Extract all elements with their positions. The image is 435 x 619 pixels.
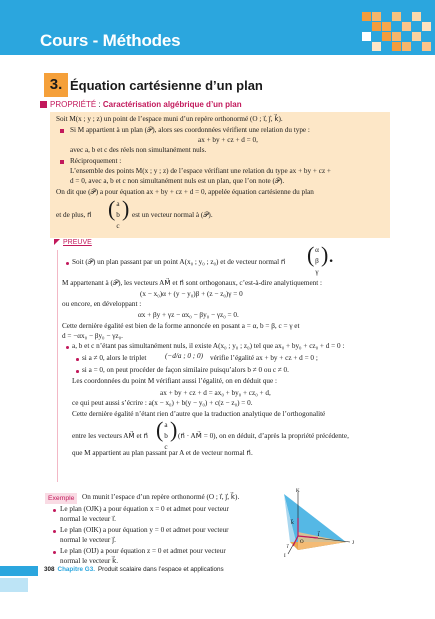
vec-alpha: α: [315, 246, 319, 254]
page-number: 308: [44, 566, 55, 573]
example-item-2b: normal le vecteur j⃗.: [60, 536, 116, 544]
bullet-dot-icon: [66, 262, 69, 265]
page-header-title: Cours - Méthodes: [40, 31, 181, 50]
proof-p7: d = −αx₀ − βy₀ − γz₀.: [62, 332, 123, 340]
footer-bar: [0, 566, 38, 576]
proof-vec2-paren-right: ): [170, 417, 178, 442]
property-square-icon: [40, 101, 47, 108]
vec-b: b: [164, 432, 168, 440]
bullet-dot-icon: [53, 530, 56, 533]
chapter-title: Produit scalaire dans l’espace et applications: [97, 566, 224, 573]
property-b1-line3: avec a, b et c des réels non simultanément nuls.: [70, 146, 207, 154]
label-O: O: [300, 540, 304, 545]
example-item-3b: normal le vecteur k⃗.: [60, 557, 119, 565]
proof-p9-frac: (−d/a ; 0 ; 0): [165, 352, 203, 360]
footer-tab: [0, 578, 28, 592]
proof-vec-paren-left: (: [307, 242, 315, 267]
property-b2-line2: L’ensemble des points M(x ; y ; z) de l’espace vérifiant une relation du type ax + by + cz +: [70, 167, 331, 175]
proof-p2: M appartenant à (𝒫), les vecteurs AM⃗ et n⃗ sont orthogonaux, c’est-à-dire analytiquement :: [62, 279, 323, 287]
bullet-dot-icon: [53, 509, 56, 512]
proof-p14: Cette dernière égalité n’étant rien d’autre que la traduction analytique de l’orthogonalité: [72, 410, 326, 418]
proof-label-text: PREUVE: [63, 239, 92, 246]
proof-p15-pre: entre les vecteurs AM⃗ et n⃗: [72, 432, 149, 440]
bullet-dot-icon: [76, 358, 79, 361]
footer: [44, 566, 224, 575]
label-j: j⃗: [318, 532, 320, 537]
property-line-vec-pre: et de plus, n⃗: [56, 211, 92, 219]
proof-p3: (x − x₀)α + (y − y₀)β + (z − z₀)γ = 0: [140, 290, 243, 298]
property-heading: [40, 100, 242, 111]
example-item-3a: Le plan (OIJ) a pour équation z = 0 et admet pour vecteur: [60, 547, 226, 555]
property-line-vec-post: est un vecteur normal à (𝒫).: [132, 211, 213, 219]
proof-p11: Les coordonnées du point M vérifiant aussi l’égalité, on en déduit que :: [72, 377, 277, 385]
property-box: [50, 112, 390, 238]
property-line-1: Soit M(x ; y ; z) un point de l’espace muni d’un repère orthonormé (O ; i⃗, j⃗, k⃗).: [56, 115, 283, 123]
proof-p10: si a = 0, on peut procéder de façon similaire puisqu’alors b ≠ 0 ou c ≠ 0.: [82, 366, 289, 374]
property-b2-line1: Réciproquement :: [70, 157, 122, 165]
proof-p1: Soit (𝒫) un plan passant par un point A(x₀ ; y₀ ; z₀) et de vecteur normal n⃗: [72, 258, 286, 266]
proof-p12: ax + by + cz + d = ax₀ + by₀ + cz₀ + d,: [160, 389, 271, 397]
proof-p9-pre: si a ≠ 0, alors le triplet: [82, 354, 147, 362]
label-I: I: [284, 554, 286, 558]
proof-p9-post: vérifie l’égalité ax + by + cz + d = 0 ;: [210, 354, 318, 362]
proof-triangle-icon: [54, 239, 60, 245]
example-item-1b: normal le vecteur i⃗.: [60, 515, 116, 523]
property-subtitle: Caractérisation algébrique d’un plan: [102, 100, 242, 109]
property-line-dit: On dit que (𝒫) a pour équation ax + by + cz + d = 0, appelée équation cartésienne du plan: [56, 188, 314, 196]
property-b1-equation: ax + by + cz + d = 0,: [198, 136, 258, 144]
bullet-dot-icon: [53, 551, 56, 554]
bullet-square-icon: [60, 160, 64, 164]
bullet-dot-icon: [76, 370, 79, 373]
normal-vector-components: [115, 199, 121, 232]
proof-p16: que M appartient au plan passant par A et de vecteur normal n⃗.: [72, 449, 253, 457]
vec-a: a: [164, 421, 168, 429]
proof-vec-paren-right: ).: [321, 242, 334, 267]
proof-p4: ou encore, en développant :: [62, 300, 142, 308]
example-label: Exemple: [45, 493, 77, 504]
label-k: k⃗: [291, 521, 294, 526]
bullet-square-icon: [60, 129, 64, 133]
proof-p5: αx + βy + γz − αx₀ − βy₀ − γz₀ = 0.: [138, 311, 239, 319]
label-J: J: [352, 541, 354, 546]
vec-beta: β: [315, 257, 319, 265]
proof-p15-post: (n⃗ · AM⃗ = 0), on en déduit, d’après la propriété précédente,: [178, 432, 349, 440]
vec-b: b: [116, 211, 120, 219]
proof-p13: ce qui peut aussi s’écrire : a(x − x₀) + b(y − y₀) + c(z − z₀) = 0.: [72, 399, 253, 407]
property-b2-line3: d = 0, avec a, b et c non simultanément nuls est un plan, que l’on note (𝒫).: [70, 177, 285, 185]
vector-paren-left: (: [108, 196, 116, 221]
chapter-label: Chapitre G3.: [57, 566, 95, 573]
example-item-2a: Le plan (OIK) a pour équation y = 0 et admet pour vecteur: [60, 526, 229, 534]
vec-gamma: γ: [315, 268, 319, 276]
proof-rule: [57, 250, 58, 482]
example-item-1a: Le plan (OJK) a pour équation x = 0 et admet pour vecteur: [60, 505, 229, 513]
property-label: PROPRIÉTÉ: [50, 100, 97, 109]
example-intro: On munit l’espace d’un repère orthonormé (O ; i⃗, j⃗, k⃗).: [82, 493, 240, 501]
vec-c: c: [116, 222, 120, 230]
section-number: 3.: [44, 73, 68, 97]
label-K: K: [296, 489, 300, 494]
label-i: i⃗: [287, 545, 289, 550]
proof-p8: a, b et c n’étant pas simultanément nuls, il existe A(x₀ ; y₀ ; z₀) tel que ax₀ + by₀ + cz₀ + d = 0 :: [72, 342, 345, 350]
property-b1-line1: Si M appartient à un plan (𝒫), alors ses coordonnées vérifient une relation du type :: [70, 126, 310, 134]
proof-p6: Cette dernière égalité est bien de la forme annoncée en posant a = α, b = β, c = γ et: [62, 322, 300, 330]
coordinate-planes-diagram: [274, 488, 364, 558]
property-colon: :: [96, 100, 103, 109]
section-title: Équation cartésienne d’un plan: [70, 78, 263, 93]
vec-a: a: [116, 200, 120, 208]
vec-c: c: [164, 443, 168, 451]
decorative-squares: [362, 12, 432, 54]
proof-label: [54, 238, 92, 247]
proof-normal-vector: [314, 245, 320, 278]
proof-vec2-paren-left: (: [156, 417, 164, 442]
vector-paren-right: ): [122, 196, 130, 221]
bullet-dot-icon: [66, 346, 69, 349]
